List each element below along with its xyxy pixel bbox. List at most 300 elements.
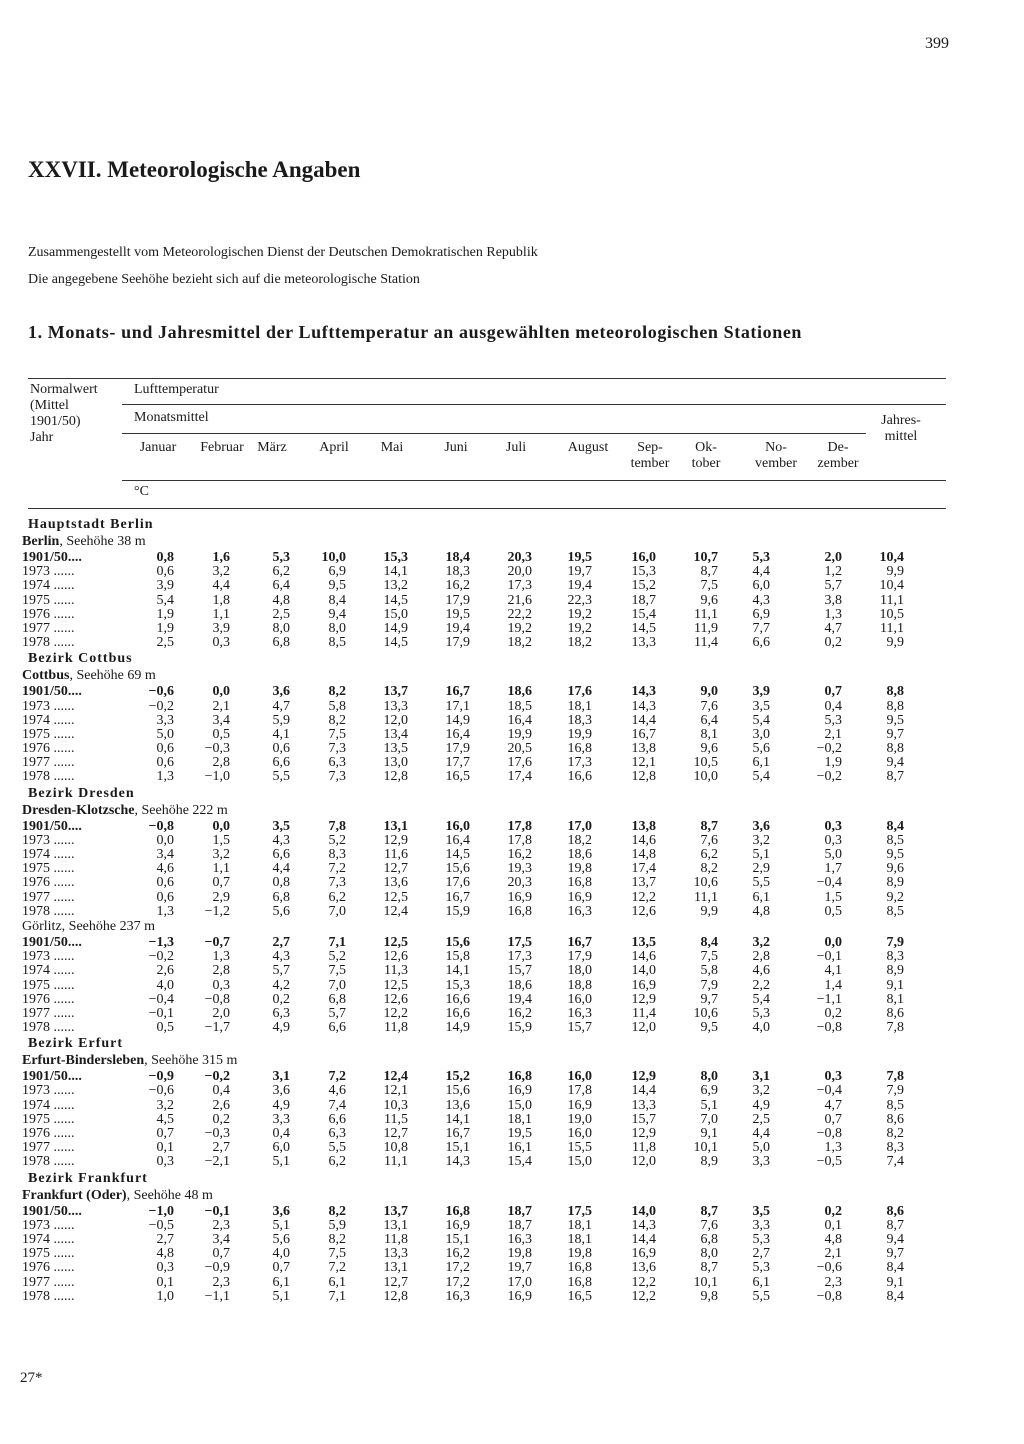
month-value-cell: 0,7 bbox=[212, 1246, 230, 1262]
month-value-cell: 18,6 bbox=[507, 684, 532, 700]
row-label: 1978 ...... bbox=[22, 1154, 75, 1170]
month-value-cell: 19,2 bbox=[507, 620, 532, 636]
row-label: 1978 ...... bbox=[22, 635, 75, 651]
month-value-cell: −0,3 bbox=[204, 1126, 230, 1141]
month-value-cell: 0,8 bbox=[156, 550, 174, 565]
table-row bbox=[0, 622, 1024, 636]
month-value-cell: 3,3 bbox=[752, 1154, 770, 1170]
month-value-cell: 18,1 bbox=[567, 698, 592, 714]
month-value-cell: 8,7 bbox=[700, 1260, 718, 1276]
month-value-cell: 2,8 bbox=[752, 949, 770, 965]
section-title: 1. Monats- und Jahresmittel der Lufttemperatur an ausgewählten meteorologischen Stationen bbox=[28, 322, 803, 342]
month-value-cell: 3,2 bbox=[212, 564, 230, 580]
month-value-cell: 14,5 bbox=[631, 620, 656, 636]
month-value-cell: 16,6 bbox=[445, 1005, 470, 1021]
month-value-cell: 13,6 bbox=[383, 875, 408, 891]
month-header: Juli bbox=[505, 440, 527, 455]
row-label: 1978 ...... bbox=[22, 1288, 75, 1304]
month-value-cell: 8,0 bbox=[700, 1246, 718, 1262]
station-table-body bbox=[0, 516, 1024, 1304]
month-value-cell: 1,0 bbox=[156, 1288, 174, 1304]
month-value-cell: 8,4 bbox=[328, 592, 346, 608]
month-value-cell: 14,3 bbox=[631, 1217, 656, 1233]
month-value-cell: 0,2 bbox=[824, 1005, 842, 1021]
row-label: 1973 ...... bbox=[22, 949, 75, 965]
month-value-cell: −0,4 bbox=[816, 1083, 842, 1099]
month-value-cell: 17,8 bbox=[507, 818, 532, 834]
month-value-cell: 19,0 bbox=[567, 1111, 592, 1127]
month-value-cell: 8,4 bbox=[700, 934, 718, 950]
table-row bbox=[0, 1276, 1024, 1290]
month-value-cell: 7,6 bbox=[700, 1217, 718, 1233]
station-name: Berlin bbox=[22, 534, 60, 549]
month-value-cell: 12,6 bbox=[383, 991, 408, 1007]
month-value-cell: 2,1 bbox=[824, 726, 842, 742]
month-header: Ok- tober bbox=[691, 440, 721, 471]
annual-mean-cell: 8,8 bbox=[886, 684, 904, 700]
month-value-cell: 7,2 bbox=[328, 1260, 346, 1276]
annual-mean-cell: 9,9 bbox=[886, 635, 904, 651]
month-value-cell: 12,6 bbox=[383, 949, 408, 965]
header-rule-months bbox=[122, 480, 946, 481]
month-value-cell: 17,2 bbox=[445, 1274, 470, 1290]
month-value-cell: 2,3 bbox=[212, 1217, 230, 1233]
month-value-cell: −0,5 bbox=[816, 1154, 842, 1170]
month-value-cell: −0,7 bbox=[204, 934, 230, 950]
month-value-cell: 15,2 bbox=[631, 578, 656, 594]
table-row bbox=[0, 700, 1024, 714]
annual-mean-cell: 7,8 bbox=[886, 1069, 904, 1085]
annual-mean-cell: 10,5 bbox=[879, 606, 904, 622]
month-value-cell: 12,9 bbox=[383, 832, 408, 848]
station-name: Erfurt-Bindersleben bbox=[22, 1053, 145, 1069]
unit-label: °C bbox=[134, 484, 149, 499]
row-label: 1901/50.... bbox=[22, 550, 82, 565]
month-value-cell: 13,6 bbox=[631, 1260, 656, 1276]
annual-mean-cell: 8,8 bbox=[886, 741, 904, 757]
month-value-cell: 13,6 bbox=[445, 1097, 470, 1113]
month-value-cell: 10,0 bbox=[693, 769, 718, 785]
month-value-cell: 6,9 bbox=[700, 1083, 718, 1099]
month-value-cell: 6,4 bbox=[700, 712, 718, 728]
month-value-cell: 5,0 bbox=[752, 1140, 770, 1156]
month-value-cell: 4,1 bbox=[824, 963, 842, 979]
annual-mean-cell: 9,6 bbox=[886, 861, 904, 877]
month-value-cell: −1,0 bbox=[148, 1203, 174, 1219]
table-row bbox=[0, 1155, 1024, 1169]
table-row bbox=[0, 891, 1024, 905]
station-line: Frankfurt (Oder), Seehöhe 48 m bbox=[22, 1187, 213, 1203]
month-value-cell: 19,8 bbox=[567, 1246, 592, 1262]
annual-mean-cell: 9,5 bbox=[886, 712, 904, 728]
month-value-cell: 0,6 bbox=[156, 755, 174, 771]
row-label: 1975 ...... bbox=[22, 726, 75, 742]
month-value-cell: 7,9 bbox=[700, 977, 718, 993]
month-value-cell: 9,9 bbox=[700, 903, 718, 919]
month-value-cell: 8,5 bbox=[328, 635, 346, 651]
row-label: 1977 ...... bbox=[22, 1140, 75, 1156]
month-value-cell: 2,1 bbox=[212, 698, 230, 714]
month-value-cell: 5,6 bbox=[272, 1231, 290, 1247]
station-line bbox=[22, 919, 1024, 936]
month-value-cell: 15,3 bbox=[631, 564, 656, 580]
month-value-cell: 19,8 bbox=[507, 1246, 532, 1262]
month-value-cell: 2,0 bbox=[824, 550, 842, 565]
month-value-cell: 5,1 bbox=[700, 1097, 718, 1113]
month-value-cell: 9,0 bbox=[700, 684, 718, 700]
month-value-cell: 3,5 bbox=[272, 818, 290, 834]
month-value-cell: 11,8 bbox=[384, 1020, 408, 1036]
month-value-cell: 3,0 bbox=[752, 726, 770, 742]
row-label: 1978 ...... bbox=[22, 769, 75, 785]
month-value-cell: 3,9 bbox=[212, 620, 230, 636]
month-value-cell: 0,8 bbox=[272, 875, 290, 891]
annual-mean-cell: 9,1 bbox=[886, 977, 904, 993]
month-value-cell: 16,3 bbox=[567, 1005, 592, 1021]
month-value-cell: 8,2 bbox=[328, 684, 346, 700]
month-value-cell: 5,5 bbox=[328, 1140, 346, 1156]
month-value-cell: 12,8 bbox=[383, 769, 408, 785]
month-value-cell: 4,4 bbox=[272, 861, 290, 877]
annual-header: Jahres- mittel bbox=[881, 413, 921, 444]
month-value-cell: 12,2 bbox=[631, 1288, 656, 1304]
month-value-cell: 10,3 bbox=[383, 1097, 408, 1113]
month-value-cell: 3,5 bbox=[752, 698, 770, 714]
month-value-cell: 12,5 bbox=[383, 889, 408, 905]
month-value-cell: 16,5 bbox=[445, 769, 470, 785]
table-row bbox=[0, 728, 1024, 742]
month-value-cell: −0,2 bbox=[148, 698, 174, 714]
header-rule-subgroup bbox=[122, 433, 866, 434]
month-value-cell: 9,4 bbox=[328, 606, 346, 622]
month-value-cell: 19,5 bbox=[507, 1126, 532, 1141]
annual-mean-cell: 8,1 bbox=[886, 991, 904, 1007]
month-value-cell: 8,2 bbox=[700, 861, 718, 877]
month-value-cell: 7,5 bbox=[328, 1246, 346, 1262]
bezirk-heading: Bezirk Frankfurt bbox=[28, 1170, 148, 1186]
annual-mean-cell: 7,9 bbox=[886, 934, 904, 950]
month-value-cell: 17,9 bbox=[445, 741, 470, 757]
month-value-cell: 0,5 bbox=[156, 1020, 174, 1036]
month-value-cell: 1,1 bbox=[212, 861, 230, 877]
month-value-cell: 12,0 bbox=[631, 1020, 656, 1036]
annual-mean-cell: 9,4 bbox=[886, 755, 904, 771]
month-value-cell: 3,4 bbox=[212, 1231, 230, 1247]
month-value-cell: 19,7 bbox=[507, 1260, 532, 1276]
month-value-cell: 17,3 bbox=[507, 949, 532, 965]
month-value-cell: 0,3 bbox=[212, 977, 230, 993]
table-row bbox=[0, 1021, 1024, 1035]
month-value-cell: 6,1 bbox=[328, 1274, 346, 1290]
month-value-cell: 16,8 bbox=[507, 903, 532, 919]
annual-mean-cell: 7,8 bbox=[886, 1020, 904, 1036]
month-value-cell: 5,3 bbox=[272, 550, 290, 565]
month-value-cell: 16,9 bbox=[567, 889, 592, 905]
month-value-cell: 3,4 bbox=[156, 847, 174, 862]
station-block bbox=[0, 785, 1024, 919]
month-value-cell: 0,1 bbox=[156, 1274, 174, 1290]
month-value-cell: 16,2 bbox=[445, 1246, 470, 1262]
row-label: 1975 ...... bbox=[22, 977, 75, 993]
month-value-cell: 4,8 bbox=[752, 903, 770, 919]
month-value-cell: 19,7 bbox=[567, 564, 592, 580]
month-value-cell: 7,3 bbox=[328, 875, 346, 891]
month-value-cell: 5,7 bbox=[824, 578, 842, 594]
month-value-cell: 3,3 bbox=[752, 1217, 770, 1233]
month-value-cell: 4,3 bbox=[272, 832, 290, 848]
table-row bbox=[0, 1219, 1024, 1233]
month-value-cell: 2,1 bbox=[824, 1246, 842, 1262]
month-value-cell: −0,6 bbox=[148, 1083, 174, 1099]
month-value-cell: 4,1 bbox=[272, 726, 290, 742]
month-value-cell: 1,5 bbox=[824, 889, 842, 905]
month-value-cell: 0,3 bbox=[156, 1154, 174, 1170]
month-value-cell: 4,0 bbox=[272, 1246, 290, 1262]
month-value-cell: 10,8 bbox=[383, 1140, 408, 1156]
month-value-cell: 0,4 bbox=[212, 1083, 230, 1099]
month-value-cell: 6,8 bbox=[328, 991, 346, 1007]
month-value-cell: 16,0 bbox=[567, 991, 592, 1007]
month-value-cell: 15,8 bbox=[445, 949, 470, 965]
month-value-cell: 0,3 bbox=[212, 635, 230, 651]
month-value-cell: −0,6 bbox=[148, 684, 174, 700]
month-value-cell: 16,4 bbox=[507, 712, 532, 728]
station-block bbox=[0, 1170, 1024, 1304]
month-value-cell: 18,3 bbox=[445, 564, 470, 580]
month-value-cell: 0,6 bbox=[156, 564, 174, 580]
month-value-cell: 17,9 bbox=[445, 635, 470, 651]
month-value-cell: 8,2 bbox=[328, 1231, 346, 1247]
month-value-cell: 10,0 bbox=[321, 550, 346, 565]
month-value-cell: 9,5 bbox=[328, 578, 346, 594]
month-value-cell: 16,3 bbox=[567, 903, 592, 919]
station-name: Cottbus bbox=[22, 668, 70, 684]
month-value-cell: 11,6 bbox=[384, 847, 408, 862]
station-name: Frankfurt (Oder) bbox=[22, 1187, 127, 1203]
month-value-cell: 17,6 bbox=[445, 875, 470, 891]
month-value-cell: 0,1 bbox=[156, 1140, 174, 1156]
table-row bbox=[0, 936, 1024, 950]
row-label: 1901/50.... bbox=[22, 818, 82, 834]
month-value-cell: 15,5 bbox=[567, 1140, 592, 1156]
month-value-cell: 11,8 bbox=[384, 1231, 408, 1247]
month-value-cell: 17,8 bbox=[567, 1083, 592, 1099]
month-value-cell: 5,9 bbox=[272, 712, 290, 728]
month-value-cell: 3,1 bbox=[752, 1069, 770, 1085]
month-value-cell: 5,3 bbox=[752, 1260, 770, 1276]
month-value-cell: 16,2 bbox=[507, 847, 532, 862]
table-row bbox=[0, 1290, 1024, 1304]
month-value-cell: 19,2 bbox=[567, 606, 592, 622]
annual-mean-cell: 8,6 bbox=[886, 1005, 904, 1021]
month-value-cell: 7,3 bbox=[328, 741, 346, 757]
month-value-cell: 15,1 bbox=[445, 1231, 470, 1247]
row-label: 1977 ...... bbox=[22, 620, 75, 636]
month-value-cell: 5,6 bbox=[272, 903, 290, 919]
month-value-cell: 0,2 bbox=[272, 991, 290, 1007]
month-value-cell: 16,1 bbox=[507, 1140, 532, 1156]
month-value-cell: 18,3 bbox=[567, 712, 592, 728]
month-value-cell: 11,9 bbox=[694, 620, 718, 636]
month-value-cell: 8,7 bbox=[700, 1203, 718, 1219]
month-value-cell: 7,2 bbox=[328, 861, 346, 877]
month-value-cell: 19,5 bbox=[567, 550, 592, 565]
month-value-cell: −0,6 bbox=[816, 1260, 842, 1276]
month-value-cell: 12,5 bbox=[383, 977, 408, 993]
station-block bbox=[0, 650, 1024, 784]
month-value-cell: 12,0 bbox=[631, 1154, 656, 1170]
table-row bbox=[0, 1099, 1024, 1113]
month-value-cell: 15,9 bbox=[507, 1020, 532, 1036]
month-value-cell: 13,0 bbox=[383, 755, 408, 771]
month-value-cell: 6,8 bbox=[272, 635, 290, 651]
month-value-cell: −0,9 bbox=[148, 1069, 174, 1085]
month-value-cell: 6,2 bbox=[328, 1154, 346, 1170]
table-row bbox=[0, 1084, 1024, 1098]
month-value-cell: 18,2 bbox=[567, 832, 592, 848]
month-header: No- vember bbox=[755, 440, 797, 471]
month-value-cell: 14,5 bbox=[383, 592, 408, 608]
annual-mean-cell: 8,8 bbox=[886, 698, 904, 714]
header-rule-bottom bbox=[28, 508, 946, 509]
row-label: 1973 ...... bbox=[22, 1083, 75, 1099]
table-row bbox=[0, 742, 1024, 756]
month-value-cell: 14,8 bbox=[631, 847, 656, 862]
month-value-cell: 12,7 bbox=[383, 1274, 408, 1290]
month-value-cell: 7,6 bbox=[700, 832, 718, 848]
month-value-cell: 13,3 bbox=[383, 1246, 408, 1262]
month-value-cell: 7,8 bbox=[328, 818, 346, 834]
month-value-cell: 15,0 bbox=[567, 1154, 592, 1170]
source-note: Zusammengestellt vom Meteorologischen Dienst der Deutschen Demokratischen Republik bbox=[28, 245, 538, 260]
month-value-cell: 13,7 bbox=[383, 1203, 408, 1219]
bezirk-heading: Hauptstadt Berlin bbox=[28, 517, 154, 532]
month-value-cell: 17,5 bbox=[507, 934, 532, 950]
month-value-cell: 8,2 bbox=[328, 1203, 346, 1219]
month-value-cell: 1,3 bbox=[824, 1140, 842, 1156]
month-value-cell: 4,9 bbox=[752, 1097, 770, 1113]
table-row bbox=[0, 1247, 1024, 1261]
month-value-cell: 15,6 bbox=[445, 934, 470, 950]
month-value-cell: 12,8 bbox=[631, 769, 656, 785]
month-value-cell: 11,4 bbox=[694, 635, 718, 651]
row-label: 1901/50.... bbox=[22, 1069, 82, 1085]
table-row bbox=[0, 756, 1024, 770]
month-value-cell: 6,1 bbox=[752, 1274, 770, 1290]
month-value-cell: 1,3 bbox=[156, 769, 174, 785]
row-label: 1975 ...... bbox=[22, 592, 75, 608]
month-value-cell: 19,5 bbox=[445, 606, 470, 622]
header-rule-group bbox=[122, 404, 946, 405]
bezirk-heading: Bezirk Dresden bbox=[28, 785, 135, 801]
bezirk-heading: Bezirk Cottbus bbox=[28, 651, 133, 667]
month-value-cell: 16,9 bbox=[631, 977, 656, 993]
month-value-cell: 5,2 bbox=[328, 949, 346, 965]
month-value-cell: 3,2 bbox=[752, 934, 770, 950]
group-header: Lufttemperatur bbox=[134, 382, 219, 397]
month-value-cell: 12,9 bbox=[631, 1126, 656, 1141]
month-value-cell: 0,2 bbox=[824, 1203, 842, 1219]
month-value-cell: 7,4 bbox=[328, 1097, 346, 1113]
row-label: 1901/50.... bbox=[22, 684, 82, 700]
row-label: 1975 ...... bbox=[22, 861, 75, 877]
row-label: 1975 ...... bbox=[22, 1246, 75, 1262]
month-value-cell: 2,5 bbox=[156, 635, 174, 651]
month-value-cell: 4,6 bbox=[328, 1083, 346, 1099]
month-value-cell: 7,7 bbox=[752, 620, 770, 636]
month-value-cell: −0,8 bbox=[148, 818, 174, 834]
row-label: 1976 ...... bbox=[22, 606, 75, 622]
row-label: 1974 ...... bbox=[22, 1097, 75, 1113]
month-value-cell: 3,9 bbox=[156, 578, 174, 594]
month-value-cell: 7,0 bbox=[328, 977, 346, 993]
month-value-cell: 11,1 bbox=[694, 606, 718, 622]
month-value-cell: 17,5 bbox=[567, 1203, 592, 1219]
month-value-cell: 16,9 bbox=[507, 889, 532, 905]
month-value-cell: 13,1 bbox=[383, 818, 408, 834]
annual-mean-cell: 11,1 bbox=[880, 592, 904, 608]
month-value-cell: 5,3 bbox=[752, 1231, 770, 1247]
month-value-cell: 15,0 bbox=[383, 606, 408, 622]
month-value-cell: 5,1 bbox=[272, 1154, 290, 1170]
month-value-cell: 16,2 bbox=[507, 1005, 532, 1021]
month-value-cell: 4,8 bbox=[272, 592, 290, 608]
month-value-cell: 14,9 bbox=[383, 620, 408, 636]
table-row bbox=[0, 770, 1024, 784]
month-value-cell: 5,3 bbox=[752, 1005, 770, 1021]
month-value-cell: −1,0 bbox=[204, 769, 230, 785]
annual-mean-cell: 8,7 bbox=[886, 769, 904, 785]
month-value-cell: 15,7 bbox=[507, 963, 532, 979]
month-value-cell: 6,8 bbox=[272, 889, 290, 905]
month-value-cell: 2,3 bbox=[212, 1274, 230, 1290]
table-row bbox=[0, 579, 1024, 593]
month-header: De- zember bbox=[817, 440, 859, 471]
month-value-cell: −0,8 bbox=[816, 1020, 842, 1036]
month-value-cell: 6,6 bbox=[272, 755, 290, 771]
month-value-cell: 10,6 bbox=[693, 875, 718, 891]
annual-mean-cell: 9,7 bbox=[886, 726, 904, 742]
month-value-cell: 4,4 bbox=[752, 564, 770, 580]
month-value-cell: 16,9 bbox=[507, 1288, 532, 1304]
month-value-cell: 3,6 bbox=[272, 1203, 290, 1219]
month-value-cell: 10,1 bbox=[693, 1140, 718, 1156]
month-value-cell: 6,3 bbox=[272, 1005, 290, 1021]
annual-mean-cell: 8,9 bbox=[886, 963, 904, 979]
month-value-cell: 7,6 bbox=[700, 698, 718, 714]
annual-mean-cell: 8,5 bbox=[886, 832, 904, 848]
month-value-cell: 18,0 bbox=[567, 963, 592, 979]
month-value-cell: 6,3 bbox=[328, 1126, 346, 1141]
annual-mean-cell: 11,1 bbox=[880, 620, 904, 636]
month-value-cell: 6,6 bbox=[328, 1111, 346, 1127]
month-value-cell: 14,6 bbox=[631, 832, 656, 848]
month-value-cell: 2,9 bbox=[752, 861, 770, 877]
month-value-cell: 4,9 bbox=[272, 1020, 290, 1036]
month-value-cell: 15,7 bbox=[631, 1111, 656, 1127]
annual-mean-cell: 9,9 bbox=[886, 564, 904, 580]
month-value-cell: 18,2 bbox=[567, 635, 592, 651]
month-value-cell: 16,8 bbox=[567, 1260, 592, 1276]
month-value-cell: 15,4 bbox=[507, 1154, 532, 1170]
month-value-cell: 12,1 bbox=[631, 755, 656, 771]
month-value-cell: 6,6 bbox=[752, 635, 770, 651]
row-label: 1974 ...... bbox=[22, 578, 75, 594]
month-value-cell: 16,8 bbox=[445, 1203, 470, 1219]
month-value-cell: −0,2 bbox=[816, 769, 842, 785]
month-value-cell: 17,9 bbox=[567, 949, 592, 965]
row-label: 1974 ...... bbox=[22, 847, 75, 862]
